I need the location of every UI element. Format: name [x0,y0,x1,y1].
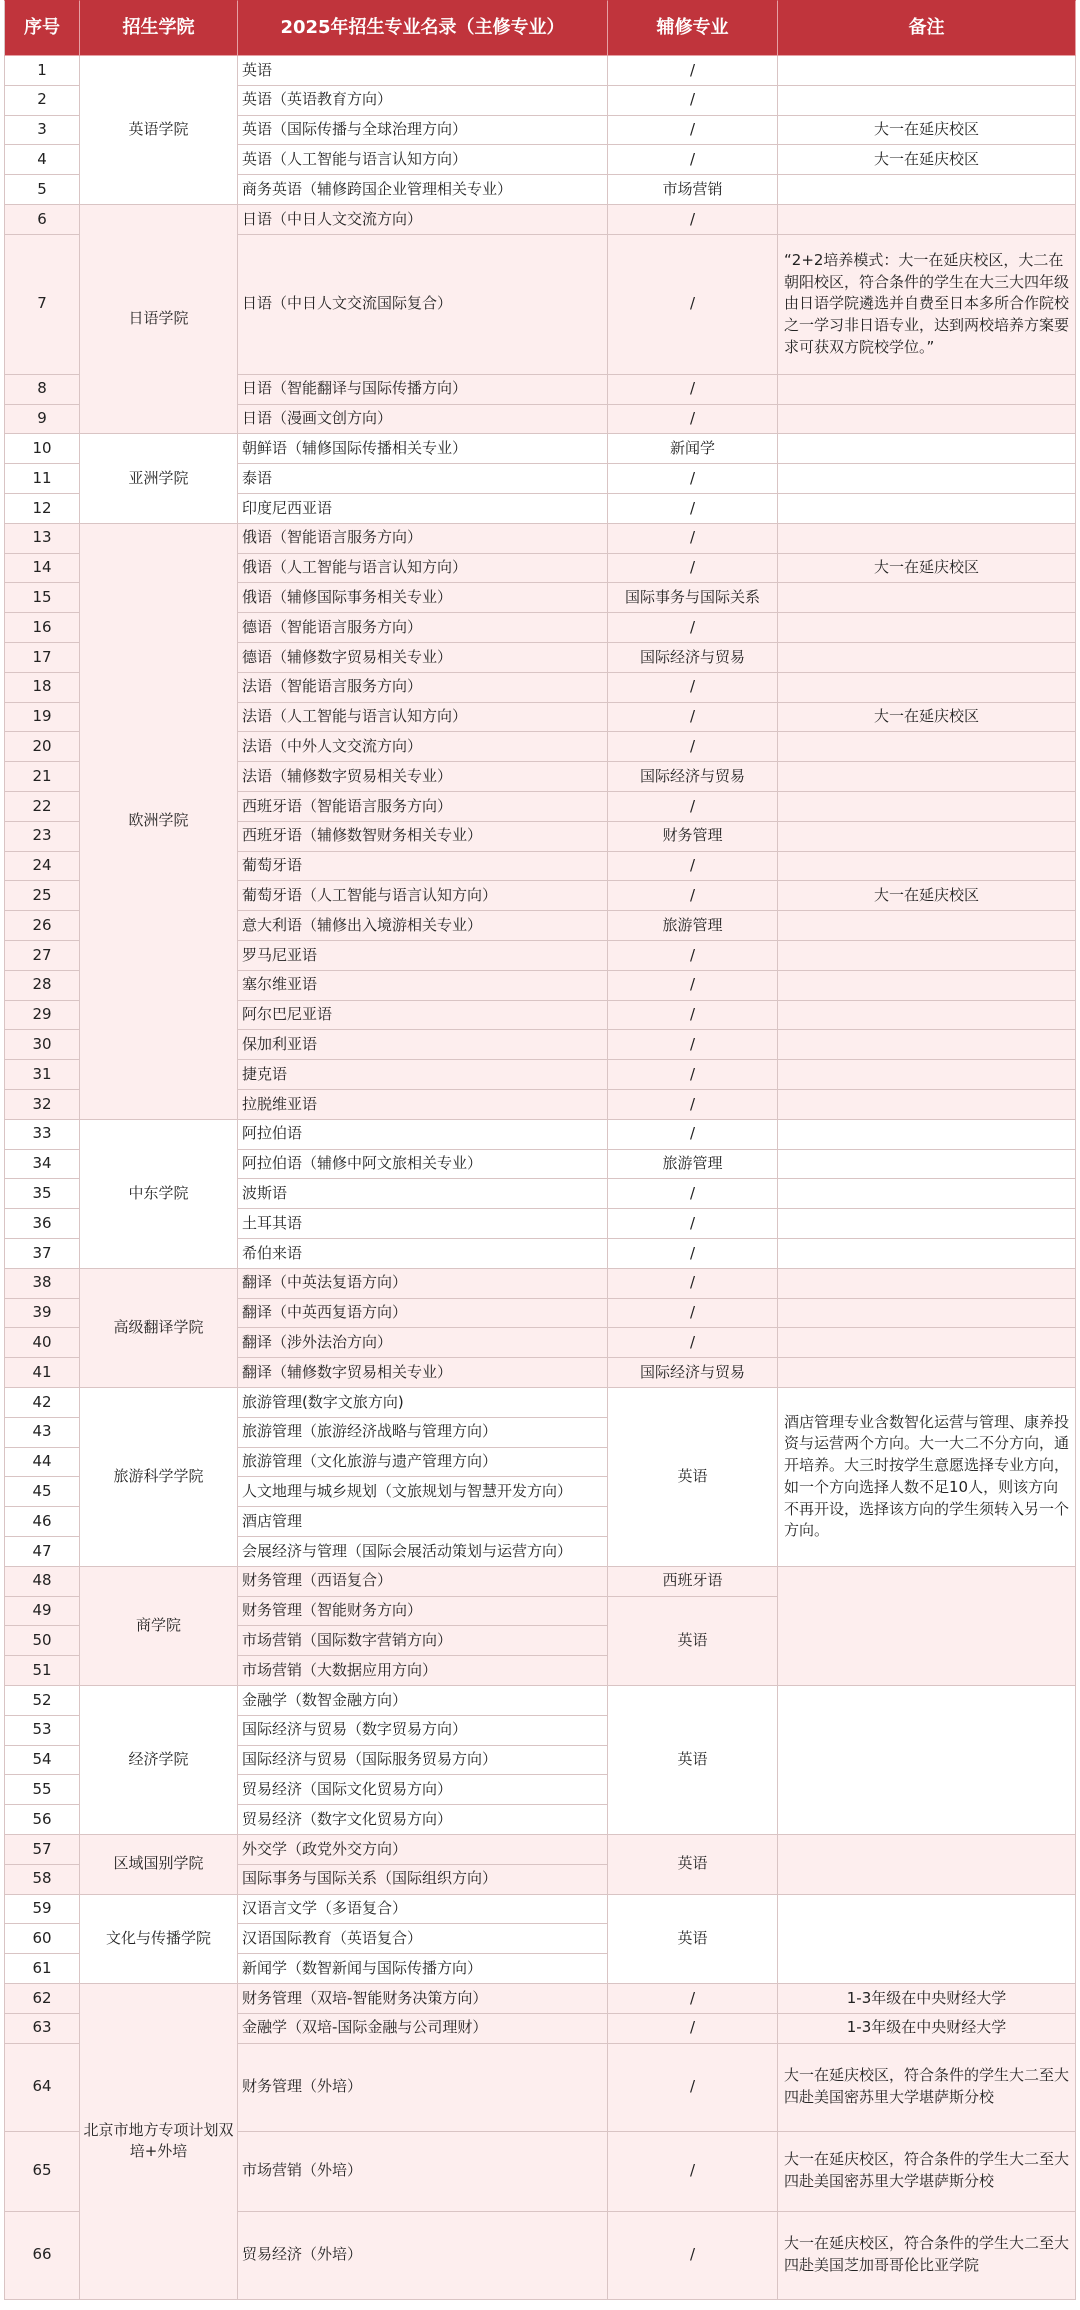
seq-cell: 21 [4,762,80,792]
minor-cell: / [608,1060,778,1090]
seq-cell: 1 [4,56,80,86]
major-cell: 翻译（中英法复语方向） [238,1269,608,1299]
major-cell: 西班牙语（辅修数智财务相关专业） [238,822,608,852]
note-cell: “2+2培养模式：大一在延庆校区，大二在朝阳校区，符合条件的学生在大三大四年级由日语学院遴选并自费至日本多所合作院校之一学习非日语专业，达到两校培养方案要求可获双方院校学位。” [778,235,1076,375]
major-cell: 旅游管理(数字文旅方向) [238,1388,608,1418]
seq-cell: 37 [4,1239,80,1269]
major-cell: 贸易经济（外培） [238,2212,608,2300]
seq-cell: 26 [4,911,80,941]
note-cell [778,175,1076,205]
major-cell: 酒店管理 [238,1507,608,1537]
note-cell [778,852,1076,882]
major-cell: 罗马尼亚语 [238,941,608,971]
note-cell [778,205,1076,235]
major-cell: 市场营销（外培） [238,2132,608,2212]
major-cell: 波斯语 [238,1179,608,1209]
note-cell [778,643,1076,673]
major-cell: 希伯来语 [238,1239,608,1269]
major-cell: 阿尔巴尼亚语 [238,1001,608,1031]
college-cell: 商学院 [80,1567,238,1686]
major-cell: 塞尔维亚语 [238,971,608,1001]
note-cell: 大一在延庆校区，符合条件的学生大二至大四赴美国芝加哥哥伦比亚学院 [778,2212,1076,2300]
major-cell: 法语（辅修数字贸易相关专业） [238,762,608,792]
note-cell [778,1269,1076,1299]
note-cell [778,56,1076,86]
seq-cell: 57 [4,1835,80,1865]
major-cell: 国际经济与贸易（国际服务贸易方向） [238,1746,608,1776]
note-cell [778,464,1076,494]
minor-cell: / [608,1239,778,1269]
minor-cell: / [608,1030,778,1060]
minor-cell: / [608,524,778,554]
minor-cell: / [608,494,778,524]
seq-cell: 36 [4,1209,80,1239]
minor-cell: / [608,205,778,235]
minor-merged-cell: 英语 [608,1388,778,1567]
note-cell [778,792,1076,822]
major-cell: 日语（中日人文交流国际复合） [238,235,608,375]
note-cell [778,673,1076,703]
college-cell: 区域国别学院 [80,1835,238,1895]
major-cell: 俄语（智能语言服务方向） [238,524,608,554]
note-cell [778,86,1076,116]
minor-merged-cell: 英语 [608,1597,778,1686]
seq-cell: 10 [4,434,80,464]
seq-cell: 8 [4,375,80,405]
seq-cell: 40 [4,1328,80,1358]
seq-cell: 64 [4,2044,80,2132]
minor-cell: / [608,1120,778,1150]
note-cell [778,762,1076,792]
minor-cell: / [608,1209,778,1239]
seq-cell: 4 [4,145,80,175]
major-cell: 贸易经济（国际文化贸易方向） [238,1775,608,1805]
seq-cell: 15 [4,583,80,613]
seq-cell: 32 [4,1090,80,1120]
note-cell [778,1179,1076,1209]
minor-cell: / [608,1299,778,1329]
college-cell: 经济学院 [80,1686,238,1835]
minor-cell: / [608,554,778,584]
minor-cell: / [608,792,778,822]
seq-cell: 38 [4,1269,80,1299]
seq-cell: 54 [4,1746,80,1776]
seq-cell: 55 [4,1775,80,1805]
major-cell: 日语（智能翻译与国际传播方向） [238,375,608,405]
minor-cell: 财务管理 [608,822,778,852]
major-cell: 英语（人工智能与语言认知方向） [238,145,608,175]
note-cell [778,375,1076,405]
seq-cell: 22 [4,792,80,822]
college-cell: 欧洲学院 [80,524,238,1120]
note-cell [778,1328,1076,1358]
major-cell: 市场营销（大数据应用方向） [238,1656,608,1686]
minor-cell: / [608,1328,778,1358]
note-cell [778,1239,1076,1269]
header-major: 2025年招生专业名录（主修专业） [238,0,608,56]
seq-cell: 17 [4,643,80,673]
major-cell: 拉脱维亚语 [238,1090,608,1120]
seq-cell: 61 [4,1954,80,1984]
minor-merged-cell: 英语 [608,1686,778,1835]
college-cell: 文化与传播学院 [80,1895,238,1984]
major-cell: 汉语言文学（多语复合） [238,1895,608,1925]
note-cell: 大一在延庆校区，符合条件的学生大二至大四赴美国密苏里大学堪萨斯分校 [778,2044,1076,2132]
seq-cell: 49 [4,1597,80,1627]
note-cell [778,1358,1076,1388]
note-cell: 1-3年级在中央财经大学 [778,1984,1076,2014]
note-cell [778,1030,1076,1060]
major-cell: 朝鲜语（辅修国际传播相关专业） [238,434,608,464]
note-cell [778,1060,1076,1090]
minor-cell: / [608,1179,778,1209]
seq-cell: 20 [4,732,80,762]
seq-cell: 5 [4,175,80,205]
minor-cell: / [608,116,778,146]
seq-cell: 13 [4,524,80,554]
minor-cell: / [608,2132,778,2212]
major-cell: 商务英语（辅修跨国企业管理相关专业） [238,175,608,205]
note-merged-cell: 酒店管理专业含数智化运营与管理、康养投资与运营两个方向。大一大二不分方向，通开培养。大三时按学生意愿选择专业方向，如一个方向选择人数不足10人，则该方向不再开设，选择该方向的学生须转入另一个方向。 [778,1388,1076,1567]
minor-cell: / [608,145,778,175]
seq-cell: 41 [4,1358,80,1388]
major-cell: 德语（智能语言服务方向） [238,613,608,643]
major-cell: 汉语国际教育（英语复合） [238,1924,608,1954]
major-cell: 翻译（涉外法治方向） [238,1328,608,1358]
minor-cell: / [608,971,778,1001]
seq-cell: 44 [4,1448,80,1478]
minor-cell: 国际事务与国际关系 [608,583,778,613]
seq-cell: 31 [4,1060,80,1090]
minor-cell: / [608,673,778,703]
major-cell: 俄语（辅修国际事务相关专业） [238,583,608,613]
note-cell [778,1001,1076,1031]
minor-cell: / [608,405,778,435]
minor-cell: / [608,2212,778,2300]
header-seq: 序号 [4,0,80,56]
minor-cell: / [608,2014,778,2044]
seq-cell: 11 [4,464,80,494]
note-merged-cell [778,1567,1076,1686]
minor-merged-cell: 英语 [608,1835,778,1895]
note-cell: 大一在延庆校区 [778,145,1076,175]
note-cell [778,524,1076,554]
minor-cell: 新闻学 [608,434,778,464]
seq-cell: 3 [4,116,80,146]
major-cell: 英语（国际传播与全球治理方向） [238,116,608,146]
major-cell: 日语（中日人文交流方向） [238,205,608,235]
minor-cell: / [608,1269,778,1299]
note-cell [778,732,1076,762]
major-cell: 阿拉伯语 [238,1120,608,1150]
major-cell: 保加利亚语 [238,1030,608,1060]
college-cell: 英语学院 [80,56,238,205]
major-cell: 法语（人工智能与语言认知方向） [238,703,608,733]
note-cell: 1-3年级在中央财经大学 [778,2014,1076,2044]
seq-cell: 65 [4,2132,80,2212]
seq-cell: 33 [4,1120,80,1150]
note-cell [778,822,1076,852]
seq-cell: 18 [4,673,80,703]
minor-merged-cell: 英语 [608,1895,778,1984]
seq-cell: 47 [4,1537,80,1567]
minor-cell: / [608,375,778,405]
note-cell [778,941,1076,971]
note-cell [778,434,1076,464]
seq-cell: 23 [4,822,80,852]
note-cell [778,1120,1076,1150]
major-cell: 泰语 [238,464,608,494]
seq-cell: 45 [4,1477,80,1507]
seq-cell: 43 [4,1418,80,1448]
major-cell: 西班牙语（智能语言服务方向） [238,792,608,822]
major-cell: 日语（漫画文创方向） [238,405,608,435]
major-cell: 金融学（数智金融方向） [238,1686,608,1716]
college-cell: 日语学院 [80,205,238,434]
college-cell: 中东学院 [80,1120,238,1269]
note-cell [778,971,1076,1001]
note-cell [778,405,1076,435]
major-cell: 法语（智能语言服务方向） [238,673,608,703]
major-cell: 旅游管理（文化旅游与遗产管理方向） [238,1448,608,1478]
seq-cell: 34 [4,1150,80,1180]
note-cell [778,1150,1076,1180]
minor-cell: 旅游管理 [608,911,778,941]
seq-cell: 29 [4,1001,80,1031]
minor-cell: 国际经济与贸易 [608,643,778,673]
seq-cell: 30 [4,1030,80,1060]
major-cell: 金融学（双培-国际金融与公司理财） [238,2014,608,2044]
minor-cell: / [608,881,778,911]
note-cell [778,1090,1076,1120]
seq-cell: 50 [4,1626,80,1656]
note-cell [778,494,1076,524]
minor-cell: / [608,1001,778,1031]
seq-cell: 51 [4,1656,80,1686]
minor-cell: / [608,613,778,643]
seq-cell: 16 [4,613,80,643]
seq-cell: 42 [4,1388,80,1418]
minor-cell: 旅游管理 [608,1150,778,1180]
seq-cell: 46 [4,1507,80,1537]
major-cell: 会展经济与管理（国际会展活动策划与运营方向） [238,1537,608,1567]
seq-cell: 66 [4,2212,80,2300]
note-cell [778,583,1076,613]
major-cell: 人文地理与城乡规划（文旅规划与智慧开发方向） [238,1477,608,1507]
minor-cell: / [608,464,778,494]
header-note: 备注 [778,0,1076,56]
note-cell: 大一在延庆校区 [778,116,1076,146]
major-cell: 捷克语 [238,1060,608,1090]
note-cell: 大一在延庆校区 [778,703,1076,733]
minor-cell: 国际经济与贸易 [608,762,778,792]
seq-cell: 53 [4,1716,80,1746]
note-cell [778,1299,1076,1329]
minor-cell: / [608,2044,778,2132]
college-cell: 北京市地方专项计划双培+外培 [80,1984,238,2300]
major-cell: 财务管理（外培） [238,2044,608,2132]
note-cell: 大一在延庆校区 [778,554,1076,584]
minor-cell: / [608,1984,778,2014]
major-cell: 俄语（人工智能与语言认知方向） [238,554,608,584]
major-cell: 新闻学（数智新闻与国际传播方向） [238,1954,608,1984]
major-cell: 市场营销（国际数字营销方向） [238,1626,608,1656]
college-cell: 旅游科学学院 [80,1388,238,1567]
major-cell: 印度尼西亚语 [238,494,608,524]
minor-cell: 西班牙语 [608,1567,778,1597]
major-cell: 葡萄牙语 [238,852,608,882]
minor-cell: / [608,941,778,971]
major-cell: 财务管理（双培-智能财务决策方向） [238,1984,608,2014]
major-cell: 国际经济与贸易（数字贸易方向） [238,1716,608,1746]
major-cell: 土耳其语 [238,1209,608,1239]
seq-cell: 62 [4,1984,80,2014]
minor-cell: / [608,1090,778,1120]
major-cell: 贸易经济（数字文化贸易方向） [238,1805,608,1835]
major-cell: 英语（英语教育方向） [238,86,608,116]
seq-cell: 2 [4,86,80,116]
minor-cell: / [608,86,778,116]
seq-cell: 60 [4,1924,80,1954]
major-cell: 意大利语（辅修出入境游相关专业） [238,911,608,941]
seq-cell: 14 [4,554,80,584]
major-cell: 翻译（辅修数字贸易相关专业） [238,1358,608,1388]
seq-cell: 58 [4,1865,80,1895]
seq-cell: 12 [4,494,80,524]
header-college: 招生学院 [80,0,238,56]
seq-cell: 52 [4,1686,80,1716]
note-merged-cell [778,1686,1076,1835]
minor-cell: 国际经济与贸易 [608,1358,778,1388]
seq-cell: 24 [4,852,80,882]
major-cell: 法语（中外人文交流方向） [238,732,608,762]
header-minor: 辅修专业 [608,0,778,56]
seq-cell: 25 [4,881,80,911]
college-cell: 高级翻译学院 [80,1269,238,1388]
major-cell: 阿拉伯语（辅修中阿文旅相关专业） [238,1150,608,1180]
seq-cell: 59 [4,1895,80,1925]
note-cell: 大一在延庆校区，符合条件的学生大二至大四赴美国密苏里大学堪萨斯分校 [778,2132,1076,2212]
seq-cell: 35 [4,1179,80,1209]
seq-cell: 19 [4,703,80,733]
major-cell: 财务管理（西语复合） [238,1567,608,1597]
note-cell: 大一在延庆校区 [778,881,1076,911]
college-cell: 亚洲学院 [80,434,238,523]
note-cell [778,911,1076,941]
note-cell [778,613,1076,643]
seq-cell: 63 [4,2014,80,2044]
minor-cell: / [608,235,778,375]
major-cell: 德语（辅修数字贸易相关专业） [238,643,608,673]
major-cell: 葡萄牙语（人工智能与语言认知方向） [238,881,608,911]
major-cell: 外交学（政党外交方向） [238,1835,608,1865]
seq-cell: 39 [4,1299,80,1329]
minor-cell: / [608,56,778,86]
seq-cell: 28 [4,971,80,1001]
major-cell: 财务管理（智能财务方向） [238,1597,608,1627]
note-merged-cell [778,1895,1076,1984]
seq-cell: 27 [4,941,80,971]
seq-cell: 48 [4,1567,80,1597]
seq-cell: 9 [4,405,80,435]
seq-cell: 7 [4,235,80,375]
note-merged-cell [778,1835,1076,1895]
note-cell [778,1209,1076,1239]
seq-cell: 6 [4,205,80,235]
major-cell: 旅游管理（旅游经济战略与管理方向） [238,1418,608,1448]
minor-cell: / [608,852,778,882]
major-cell: 翻译（中英西复语方向） [238,1299,608,1329]
minor-cell: / [608,732,778,762]
major-cell: 国际事务与国际关系（国际组织方向） [238,1865,608,1895]
major-cell: 英语 [238,56,608,86]
minor-cell: 市场营销 [608,175,778,205]
minor-cell: / [608,703,778,733]
seq-cell: 56 [4,1805,80,1835]
